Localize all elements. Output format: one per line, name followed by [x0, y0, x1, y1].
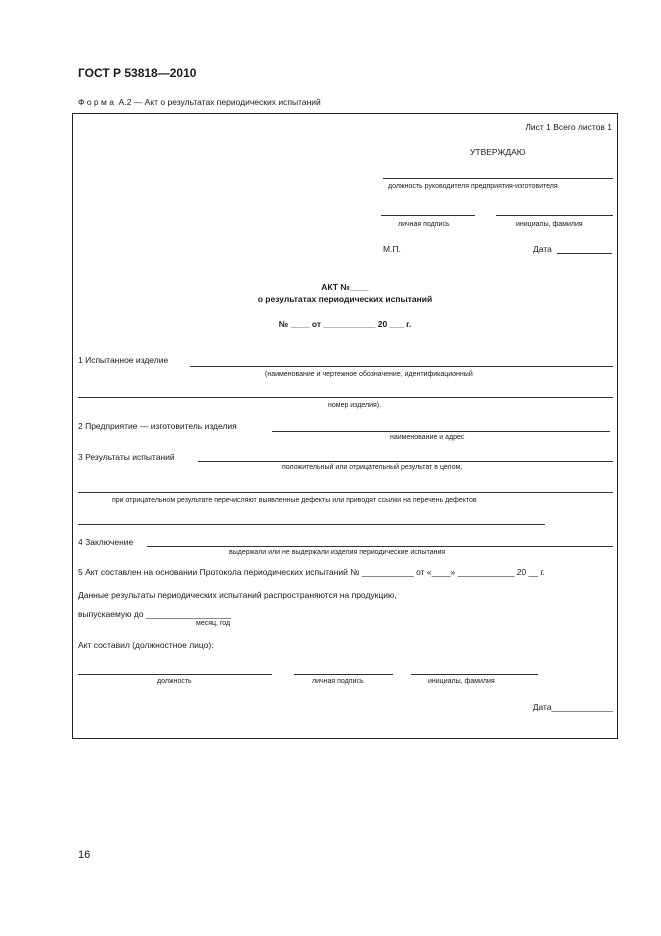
item3-line [198, 461, 613, 462]
approver-name-line [496, 215, 613, 216]
released-label: выпускаемую до __________________ [78, 609, 232, 619]
form-caption [78, 97, 321, 107]
approver-position-hint: должность руководителя предприятия-изготовителя [388, 183, 558, 190]
item3-hint2: при отрицательном результате перечисляют выявленные дефекты или приводят ссылки на перечень дефектов [112, 497, 477, 504]
approve-date-line [557, 253, 612, 254]
act-number-line: № ____ от ___________ 20 ___ г. [278, 319, 412, 329]
item2-line [272, 431, 610, 432]
item4-hint: выдержали или не выдержали изделия периодические испытания [229, 549, 446, 556]
page-number: 16 [78, 849, 91, 861]
item3-line3 [78, 524, 545, 525]
item2-label: 2 Предприятие — изготовитель изделия [78, 421, 237, 431]
item4-line [147, 546, 613, 547]
sheet-count: Лист 1 Всего листов 1 [525, 122, 612, 132]
sign-signature-hint: личная подпись [312, 678, 364, 685]
form-caption-text: А.2 — Акт о результатах периодических испытаний [118, 97, 321, 107]
item1-line [190, 366, 613, 367]
item1-label: 1 Испытанное изделие [78, 355, 169, 365]
approver-name-hint: инициалы, фамилия [516, 221, 583, 228]
item3-line2 [78, 492, 613, 493]
sign-signature-line [294, 674, 393, 675]
final-date: Дата_____________ [532, 702, 613, 712]
item1-hint: (наименование и чертежное обозначение, идентификационный [265, 371, 473, 378]
item1-hint2: номер изделия). [328, 402, 382, 409]
composed-label: Акт составил (должностное лицо): [78, 640, 214, 650]
approver-position-line [383, 178, 613, 179]
item4-label: 4 Заключение [78, 537, 134, 547]
act-subtitle: о результатах периодических испытаний [257, 294, 433, 304]
item1-line2 [78, 397, 613, 398]
sign-name-hint: инициалы, фамилия [428, 678, 495, 685]
item3-hint: положительный или отрицательный результат в целом, [282, 464, 463, 471]
stamp-label: М.П. [383, 244, 401, 254]
sign-position-line [78, 674, 272, 675]
sign-name-line [411, 674, 538, 675]
approve-heading: УТВЕРЖДАЮ [470, 147, 526, 157]
approver-signature-line [381, 215, 475, 216]
document-header: ГОСТ Р 53818—2010 [78, 66, 197, 80]
item2-hint: наименование и адрес [390, 434, 465, 441]
act-title: АКТ №____ [321, 282, 369, 292]
approve-date-label: Дата [533, 244, 552, 254]
form-caption-label: Ф о р м а [78, 97, 114, 107]
sign-position-hint: должность [157, 678, 192, 685]
item5-text: 5 Акт составлен на основании Протокола периодических испытаний № ___________ от «____» ____________ 20 __ г. [78, 567, 545, 577]
released-hint: месяц, год [196, 620, 231, 627]
item3-label: 3 Результаты испытаний [78, 452, 175, 462]
extend-text: Данные результаты периодических испытаний распространяются на продукцию, [78, 590, 397, 600]
approver-signature-hint: личная подпись [398, 221, 450, 228]
